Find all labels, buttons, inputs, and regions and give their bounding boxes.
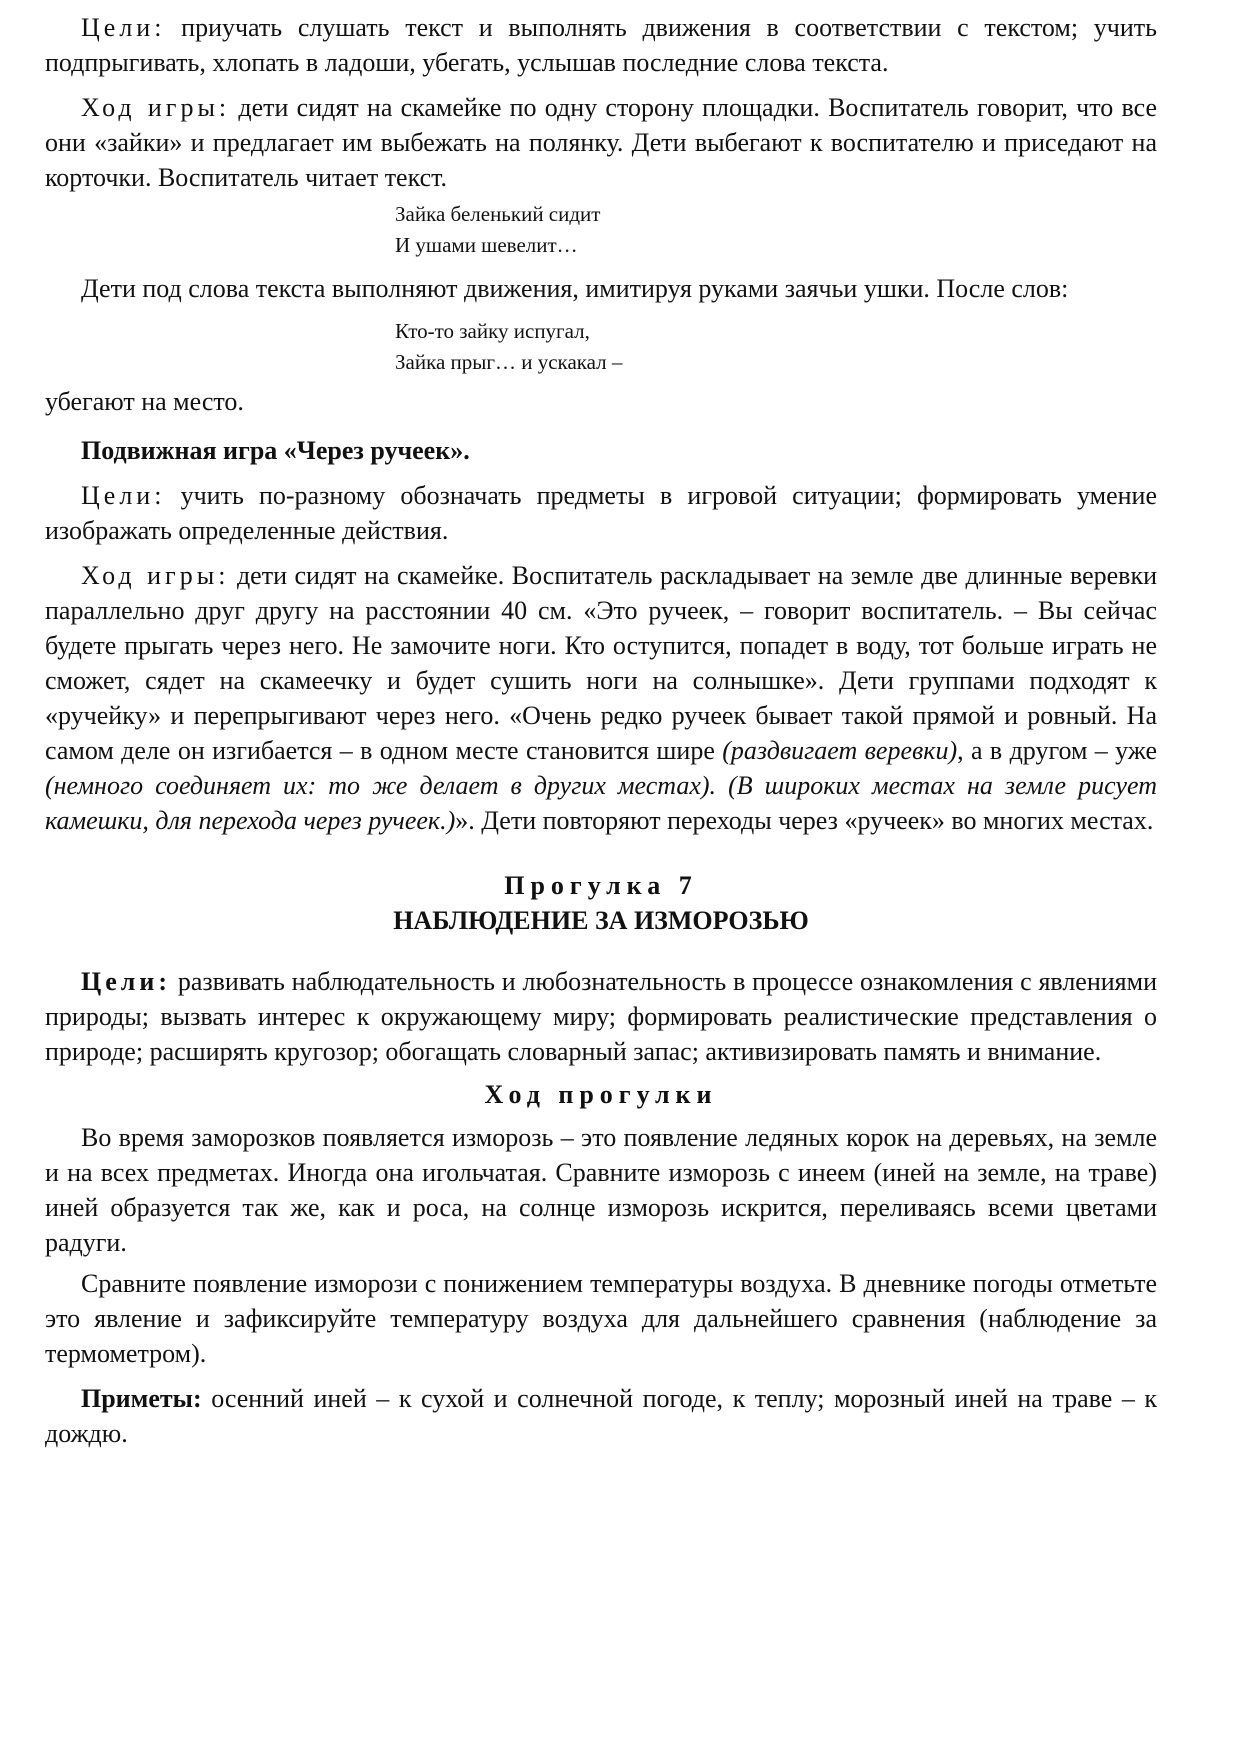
walk-course-heading: Ход прогулки (484, 1080, 718, 1109)
course-text-part: дети сидят на скамейке. Воспитатель раскладывает на земле две длинные веревки параллельно друг другу на расстоянии 40 см. «Это ручеек, – говорит воспитатель. – Вы сейчас будете прыгать через него. Не замочите ноги. Кто оступится, попадет в воду, тот больше играть не сможет, сядет на скамеечку и будет сушить ноги на солнышке». Дети группами подходят к «ручейку» и перепрыгивают через него. «Очень редко ручеек бывает такой прямой и ровный. На самом деле он изгибается – в одном месте становится шире (45, 561, 1158, 765)
document-page (45, 10, 1157, 1451)
walk-title (45, 868, 1157, 938)
course-text-part: ». Дети повторяют переходы через «ручеек» во многих местах. (455, 806, 1154, 835)
walk-goals (45, 964, 1157, 1069)
course-text-part: , а в другом – уже (957, 736, 1157, 765)
goals-label: Цели: (81, 13, 166, 42)
walk-heading: НАБЛЮДЕНИЕ ЗА ИЗМОРОЗЬЮ (393, 906, 809, 935)
signs-text: осенний иней – к сухой и солнечной погоде, к теплу; морозный иней на траве – к дождю. (45, 1384, 1157, 1448)
goals-text: учить по-разному обозначать предметы в игровой ситуации; формировать умение изображать определенные действия. (45, 481, 1157, 545)
course-italic-part: (раздвигает веревки) (722, 736, 958, 765)
walk-paragraph-1: Во время заморозков появляется изморозь – это появление ледяных корок на деревьях, на земле и на всех предметах. Иногда она игольчатая. Сравните изморозь с инеем (иней на земле, на траве) иней образуется так же, как и роса, на солнце изморозь искрится, переливаясь всеми цветами радуги. (45, 1123, 1157, 1257)
poem-line: Зайка беленький сидит (395, 202, 601, 226)
walk-signs (45, 1381, 1157, 1451)
game2-goals (45, 478, 1157, 548)
poem-line: И ушами шевелит… (395, 233, 578, 257)
walk-number: Прогулка 7 (504, 871, 698, 900)
poem-line: Кто-то зайку испугал, (395, 319, 590, 343)
game1-goals (45, 10, 1157, 80)
goals-label: Цели: (81, 481, 166, 510)
game2-course (45, 558, 1157, 838)
course-label: Ход игры: (81, 561, 230, 590)
poem-stanza-1 (395, 199, 1157, 261)
game1-after-poem1: Дети под слова текста выполняют движения, имитируя руками заячьи ушки. После слов: (81, 274, 1069, 303)
goals-text: приучать слушать текст и выполнять движения в соответствии с текстом; учить подпрыгивать, хлопать в ладоши, убегать, услышав последние слова текста. (45, 13, 1157, 77)
goals-label: Цели: (81, 967, 171, 996)
course-text: дети сидят на скамейке по одну сторону площадки. Воспитатель говорит, что все они «зайки» и предлагает им выбежать на полянку. Дети выбегают к воспитателю и приседают на корточки. Воспитатель читает текст. (45, 93, 1158, 192)
signs-label: Приметы: (81, 1384, 202, 1413)
game1-after-poem2: убегают на место. (45, 387, 244, 416)
walk-paragraph-2: Сравните появление изморози с понижением температуры воздуха. В дневнике погоды отметьте это явление и зафиксируйте температуру воздуха для дальнейшего сравнения (наблюдение за термометром). (45, 1269, 1157, 1368)
course-label: Ход игры: (81, 93, 231, 122)
game2-title: Подвижная игра «Через ручеек». (81, 436, 470, 465)
game1-course (45, 90, 1157, 195)
poem-stanza-2 (395, 316, 1157, 378)
course-italic-part: (немного соединяет их: то же делает в других местах). (В широких местах на земле рисует камешки, для перехода через ручеек.) (45, 771, 1157, 835)
goals-text: развивать наблюдательность и любознательность в процессе ознакомления с явлениями природы; вызвать интерес к окружающему миру; формировать реалистические представления о природе; расширять кругозор; обогащать словарный запас; активизировать память и внимание. (45, 967, 1157, 1066)
poem-line: Зайка прыг… и ускакал – (395, 350, 623, 374)
